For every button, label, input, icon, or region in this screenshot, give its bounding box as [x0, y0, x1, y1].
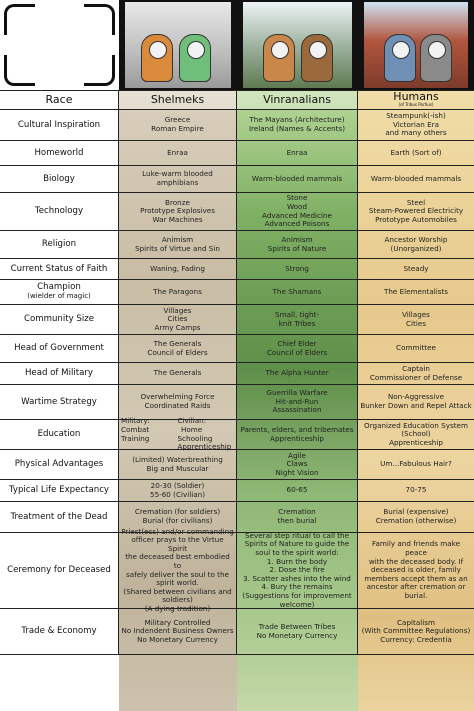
table-row [0, 231, 474, 259]
row-label-text [42, 240, 76, 249]
shelmeks-value-line: Burial (for civilians) [142, 516, 213, 525]
vinranalians-value [273, 288, 322, 297]
header-ornament-panel [0, 0, 119, 90]
vinranalians-value-line: 60-65 [286, 485, 308, 495]
vinranalians-value [277, 508, 316, 525]
shelmeks-cell [119, 110, 237, 141]
humans-value [390, 149, 441, 158]
humans-value-line: Victorian Era [392, 119, 439, 129]
humans-value-line: Earth (Sort of) [390, 147, 442, 157]
vinranalians-value-line: Wood [286, 201, 308, 211]
vinranalians-value [287, 149, 308, 158]
row-label [0, 385, 119, 420]
vinranalians-value [249, 116, 345, 133]
shelmeks-value-line: Military Controlled [144, 617, 211, 627]
vinranalians-value-line: Animism [281, 234, 313, 244]
humans-value-line: Capitalism [397, 617, 435, 627]
shelmeks-value [142, 170, 213, 187]
humans-value [385, 112, 446, 138]
shelmeks-value-line: Waning, Fading [150, 263, 205, 273]
vinranalians-value-line: Guerrilla Warfare [266, 388, 328, 398]
vinranalians-value [275, 452, 318, 478]
shelmeks-value [150, 265, 205, 274]
vinranalians-value-line: 3. Scatter ashes into the wind [243, 573, 351, 583]
row-label-text [21, 627, 96, 636]
shelmeks-value-line: The Generals [153, 338, 202, 348]
shelmeks-value-line: Priest(ess) and/or commanding [121, 526, 234, 536]
shelmeks-cell [119, 450, 237, 480]
humans-value-line: Cities [405, 318, 426, 328]
row-label [0, 141, 119, 166]
vinranalians-value-line: Warm-blooded mammals [251, 173, 343, 183]
humans-value-line: Ancestor Worship [384, 234, 448, 244]
shelmeks-cell [119, 141, 237, 166]
shelmeks-cell [119, 231, 237, 259]
vinranalians-value [257, 623, 338, 640]
shelmeks-cell [119, 305, 237, 335]
humans-cell [358, 420, 474, 450]
shelmeks-cell [119, 363, 237, 385]
row-label [0, 280, 119, 305]
humans-value [385, 236, 448, 253]
shelmeks-value-line: 20-30 (Soldier) [150, 480, 205, 490]
vinranalians-value [267, 340, 327, 357]
humans-cell [358, 480, 474, 502]
table-row [0, 609, 474, 655]
vinranalians-value-line: Spirits of Nature [267, 243, 327, 253]
shelmeks-value [141, 393, 215, 410]
shelmeks-military-value-line: Military: [121, 416, 150, 426]
vinranalians-cell [237, 480, 358, 502]
shelmeks-value-line: Army Camps [154, 322, 201, 332]
vinranalians-header: Vinranalians [237, 90, 358, 110]
humans-header [358, 90, 474, 110]
shelmeks-cell [119, 335, 237, 363]
vinranalians-cell [237, 420, 358, 450]
humans-value [403, 265, 428, 274]
humans-value-line: Prototype Automobiles [375, 214, 457, 224]
vinranalians-cell [237, 609, 358, 655]
row-label-main: Homeworld [34, 147, 84, 158]
shelmeks-value [150, 482, 205, 499]
shelmeks-cell [119, 280, 237, 305]
vinranalians-cell [237, 530, 358, 609]
row-label-main: Physical Advantages [14, 459, 104, 470]
humans-value-line: Bunker Down and Repel Attack [360, 401, 472, 410]
humans-value-line: Captain [402, 363, 430, 373]
vinranalians-value [287, 486, 308, 495]
humans-value-line: Steel [406, 197, 426, 207]
row-label-text [11, 265, 108, 274]
row-label-main: Technology [34, 206, 84, 217]
vinranalians-cell [237, 385, 358, 420]
humans-value [370, 365, 462, 382]
shelmeks-value [140, 199, 215, 225]
shelmeks-value-line: No Monetary Currency [137, 634, 218, 644]
vinranalians-value-line: The Mayans (Architecture) [249, 115, 345, 125]
humans-value-line: (Unorganized) [390, 243, 442, 253]
vinranalians-cell [237, 502, 358, 533]
humans-value [369, 199, 463, 225]
row-label-text [14, 344, 104, 353]
shelmeks-value-line: (A dying tradition) [144, 603, 211, 613]
shelmeks-value [153, 288, 202, 297]
humans-cell [358, 609, 474, 655]
humans-value [380, 460, 452, 469]
table-row [0, 166, 474, 193]
row-label-main: Head of Government [14, 343, 104, 354]
row-label-text [35, 207, 83, 216]
vinranalians-value-line: knit Tribes [278, 318, 316, 328]
row-label-main: Cultural Inspiration [17, 119, 101, 130]
humans-cell [358, 141, 474, 166]
row-label-main: Head of Military [24, 368, 94, 379]
race-header: Race [0, 90, 119, 110]
vinranalians-value [252, 175, 342, 184]
shelmeks-value [121, 619, 233, 645]
shelmeks-cell [119, 193, 237, 231]
humans-value-line: 70-75 [405, 485, 427, 495]
row-label-sub: (wielder of magic) [27, 292, 91, 300]
vinranalians-value [285, 265, 309, 274]
shelmeks-value-line: Big and Muscular [146, 463, 209, 473]
vinranalians-cell [237, 305, 358, 335]
shelmeks-header: Shelmeks [119, 90, 237, 110]
shelmeks-value [167, 149, 188, 158]
vinranalians-value [241, 426, 354, 443]
row-label [0, 609, 119, 655]
vinranalians-value-line: The Shamans [272, 286, 322, 296]
row-label [0, 450, 119, 480]
vinranalians-value-line: Stone [286, 193, 308, 203]
humans-value-line: The Elementalists [383, 286, 449, 296]
humans-value-line: burial. [404, 590, 428, 600]
row-label-text [25, 369, 93, 378]
table-row [0, 141, 474, 166]
table-row [0, 335, 474, 363]
humans-cell [358, 193, 474, 231]
shelmeks-cell [119, 416, 237, 452]
shelmeks-value-line: soldiers) [162, 595, 193, 605]
row-label-main: Community Size [23, 314, 95, 325]
vinranalians-value-line: Parents, elders, and tribemates [240, 424, 354, 434]
humans-value-line: Non-Aggressive [387, 392, 445, 402]
vinranalians-value-line: The Alpha Hunter [265, 368, 329, 378]
header-row [0, 90, 474, 110]
row-label [0, 533, 119, 609]
vinranalians-value-line: Claws [286, 459, 308, 469]
row-label-text [11, 513, 108, 522]
vinranalians-cell [237, 335, 358, 363]
shelmeks-value-line: spirit world. [156, 578, 199, 588]
vinranalians-value-line: Strong [285, 263, 309, 273]
row-label-text [24, 315, 94, 324]
vinranalians-value-line: Chief Elder [277, 338, 317, 348]
vinranalians-value-line: soul to the spirit world: [255, 548, 339, 558]
vinranalians-portrait [237, 0, 358, 90]
shelmeks-value-line: Council of Elders [147, 347, 208, 357]
vinranalians-value-line: Several step ritual to call the [244, 530, 350, 540]
humans-value-line: Commissioner of Defense [369, 372, 463, 382]
vinranalians-cell [237, 110, 358, 141]
table-row [0, 480, 474, 502]
humans-value-line: Warm-blooded mammals [370, 173, 462, 183]
humans-value-line: Burial (expensive) [383, 507, 449, 517]
humans-value-line: ancestor after cremation or [366, 582, 466, 592]
vinranalians-cell [237, 193, 358, 231]
row-label [0, 363, 119, 385]
shelmeks-value-line: 55-60 (Civilian) [150, 489, 205, 499]
humans-value [360, 422, 472, 448]
humans-value [360, 540, 472, 600]
row-label-main: Current Status of Faith [10, 263, 108, 274]
shelmeks-civilian-value-line: Civilian: [177, 416, 207, 426]
vinranalians-value-line: Hit-and-Run [275, 396, 319, 406]
row-label-main: Ceremony for Deceased [7, 565, 111, 576]
table-row [0, 385, 474, 420]
shelmeks-value-line: Roman Empire [151, 124, 204, 133]
vinranalians-value-line: then burial [277, 516, 317, 525]
shelmeks-military-value [121, 417, 149, 443]
shelmeks-military-value-line: Combat Training [121, 424, 150, 443]
shelmeks-value-line: Spirits of Virtue and Sin [135, 243, 220, 253]
vinranalians-value-line: welcome) [279, 599, 315, 609]
humans-value-line: Villages [402, 309, 430, 319]
humans-cell [358, 110, 474, 141]
humans-cell [358, 305, 474, 335]
vinranalians-value-line: 2. Dose the fire [269, 565, 325, 575]
vinranalians-cell [237, 259, 358, 280]
row-label-text [43, 175, 75, 184]
vinranalians-cell [237, 141, 358, 166]
table-row [0, 502, 474, 533]
shelmeks-value [121, 528, 234, 614]
row-label-text [27, 283, 91, 300]
shelmeks-cell [119, 480, 237, 502]
row-label [0, 420, 119, 450]
row-label-main: Champion [37, 282, 81, 293]
shelmeks-cell [119, 166, 237, 193]
row-label [0, 335, 119, 363]
humans-portrait [358, 0, 474, 90]
table-row [0, 193, 474, 231]
row-label-text [21, 398, 97, 407]
vinranalians-cell [237, 280, 358, 305]
shelmeks-value-line: Bronze [165, 197, 190, 207]
vinranalians-value-line: Apprenticeship [270, 433, 324, 443]
shelmeks-value-line: (Limited) Waterbreathing [132, 454, 223, 464]
humans-value [396, 344, 436, 353]
shelmeks-value-line: officer prays to the Virtue Spirit [131, 535, 224, 553]
humans-cell [358, 502, 474, 533]
shelmeks-value-line: Animism [161, 234, 194, 244]
row-label-text [38, 430, 81, 439]
humans-value [384, 288, 448, 297]
shelmeks-value-line: the deceased best embodied to [125, 552, 230, 570]
shelmeks-cell [119, 385, 237, 420]
vinranalians-cell [237, 450, 358, 480]
shelmeks-value [154, 307, 200, 333]
shelmeks-value [154, 369, 202, 378]
vinranalians-value-line: Council of Elders [266, 347, 328, 357]
shelmeks-value [132, 456, 223, 473]
shelmeks-value-line: Cremation (for soldiers) [134, 507, 221, 517]
humans-value-line: Steam-Powered Electricity [368, 206, 464, 216]
humans-value-line: Organized Education System (School) [364, 420, 468, 439]
humans-value [360, 393, 471, 410]
shelmeks-value-line: Cities [167, 314, 188, 324]
vinranalians-value-line: Trade Between Tribes [258, 621, 336, 631]
vinranalians-cell [237, 166, 358, 193]
shelmeks-value-line: Enraa [167, 147, 188, 157]
vinranalians-value-line: Advanced Medicine [262, 210, 332, 220]
shelmeks-value-line: Villages [163, 305, 192, 315]
humans-value [402, 311, 430, 328]
shelmeks-value-line: (Shared between civilians and [123, 586, 232, 596]
shelmeks-value [135, 508, 220, 525]
shelmeks-value-line: Overwhelming Force [140, 392, 215, 402]
shelmeks-value [135, 236, 220, 253]
shelmeks-value-line: War Machines [152, 214, 203, 224]
row-label-main: Trade & Economy [21, 626, 97, 637]
humans-value-line: (With Committee Regulations) [361, 626, 471, 636]
humans-cell [358, 335, 474, 363]
humans-cell [358, 450, 474, 480]
row-label-text [18, 121, 100, 130]
vinranalians-value [265, 369, 328, 378]
vinranalians-value-line: Assassination [272, 405, 322, 415]
table-row [0, 363, 474, 385]
row-label-main: Religion [41, 239, 77, 250]
shelmeks-value-line: The Generals [153, 368, 202, 378]
shelmeks-cell [119, 259, 237, 280]
humans-cell [358, 166, 474, 193]
vinranalians-value [275, 311, 319, 328]
humans-value-line: Steady [403, 263, 429, 273]
humans-value-line: and many others [385, 128, 447, 138]
vinranalians-value-line: Cremation [278, 507, 316, 517]
row-label [0, 259, 119, 280]
shelmeks-civilian-value-line: Home Schooling [177, 424, 213, 443]
shelmeks-value-line: Coordinated Raids [144, 401, 211, 410]
table-row [0, 450, 474, 480]
table-row [0, 110, 474, 141]
humans-value-line: with the deceased body. If [368, 556, 464, 566]
humans-cell [358, 363, 474, 385]
shelmeks-civilian-value [177, 416, 232, 452]
row-label-main: Biology [43, 173, 75, 184]
table-row [0, 416, 474, 452]
row-label-text [9, 486, 109, 495]
shelmeks-civilian-value-line: Apprenticeship [177, 442, 232, 452]
shelmeks-portrait [119, 0, 237, 90]
vinranalians-value-line: Agile [288, 450, 306, 460]
humans-value-line: Cremation (otherwise) [375, 516, 457, 525]
humans-cell [358, 231, 474, 259]
row-label-text [34, 149, 83, 158]
shelmeks-value [151, 116, 204, 133]
vinranalians-value [262, 194, 332, 228]
vinranalians-value-line: Small, tight- [275, 309, 319, 319]
humans-header-title: Humans [393, 90, 439, 104]
row-label [0, 193, 119, 231]
humans-value [371, 175, 461, 184]
humans-value-line: deceased is older, family [371, 565, 461, 575]
humans-value-line: members accept them as an [364, 573, 468, 583]
shelmeks-value-line: Prototype Explosives [140, 206, 215, 216]
humans-cell [358, 280, 474, 305]
humans-cell [358, 259, 474, 280]
humans-value-line: Currency: Credentia [380, 634, 452, 644]
row-label-main: Wartime Strategy [21, 396, 97, 407]
vinranalians-value-line: Night Vision [275, 467, 319, 477]
shelmeks-value-line: Greece [164, 115, 191, 125]
vinranalians-value-line: 4. Bury the remains [261, 582, 333, 592]
shelmeks-value-line: The Paragons [153, 286, 202, 296]
row-label-main: Typical Life Expectancy [8, 485, 110, 496]
vinranalians-value-line: Ireland (Names & Accents) [248, 124, 346, 133]
shelmeks-value-line: safely deliver the soul to the [126, 569, 229, 579]
humans-cell [358, 385, 474, 420]
row-label [0, 110, 119, 141]
table-row [0, 259, 474, 280]
shelmeks-value-line: amphibians [156, 178, 199, 187]
vinranalians-value [268, 236, 327, 253]
humans-value [376, 508, 457, 525]
vinranalians-value [266, 389, 327, 415]
humans-header-subtitle: (of Tribus Portius) [398, 101, 434, 107]
humans-cell [358, 533, 474, 609]
humans-value-line: Committee [396, 343, 436, 353]
row-label-main: Treatment of the Dead [10, 511, 108, 522]
row-label [0, 231, 119, 259]
row-label [0, 502, 119, 533]
humans-value [406, 486, 427, 495]
humans-value-line: Family and friends make peace [371, 539, 460, 558]
shelmeks-value [147, 340, 207, 357]
shelmeks-value-line: No Indendent Business Owners [121, 626, 234, 636]
row-label [0, 305, 119, 335]
shelmeks-value-line: Luke-warm blooded [142, 169, 213, 179]
table-row [0, 526, 474, 613]
humans-value-line: Apprenticeship [389, 437, 443, 447]
vinranalians-value-line: Spirits of Nature to guide the [244, 539, 350, 549]
row-label-text [15, 460, 104, 469]
vinranalians-value-line: Enraa [286, 147, 308, 157]
row-label-main: Education [37, 429, 81, 440]
row-label [0, 480, 119, 502]
table-row [0, 305, 474, 335]
vinranalians-value-line: No Monetary Currency [256, 630, 338, 640]
row-label-text [7, 566, 111, 575]
row-label [0, 166, 119, 193]
table-row [0, 280, 474, 305]
vinranalians-value-line: (Suggestions for improvement [242, 590, 352, 600]
shelmeks-cell [119, 526, 237, 613]
vinranalians-cell [237, 363, 358, 385]
vinranalians-cell [237, 231, 358, 259]
humans-value [362, 619, 471, 645]
shelmeks-cell [119, 609, 237, 655]
vinranalians-value-line: Advanced Poisons [264, 219, 330, 229]
vinranalians-value [242, 532, 351, 609]
vinranalians-value-line: 1. Burn the body [266, 556, 328, 566]
humans-value-line: Um...Fabulous Hair? [380, 459, 452, 469]
humans-value-line: Steampunk(-ish) [386, 111, 446, 121]
